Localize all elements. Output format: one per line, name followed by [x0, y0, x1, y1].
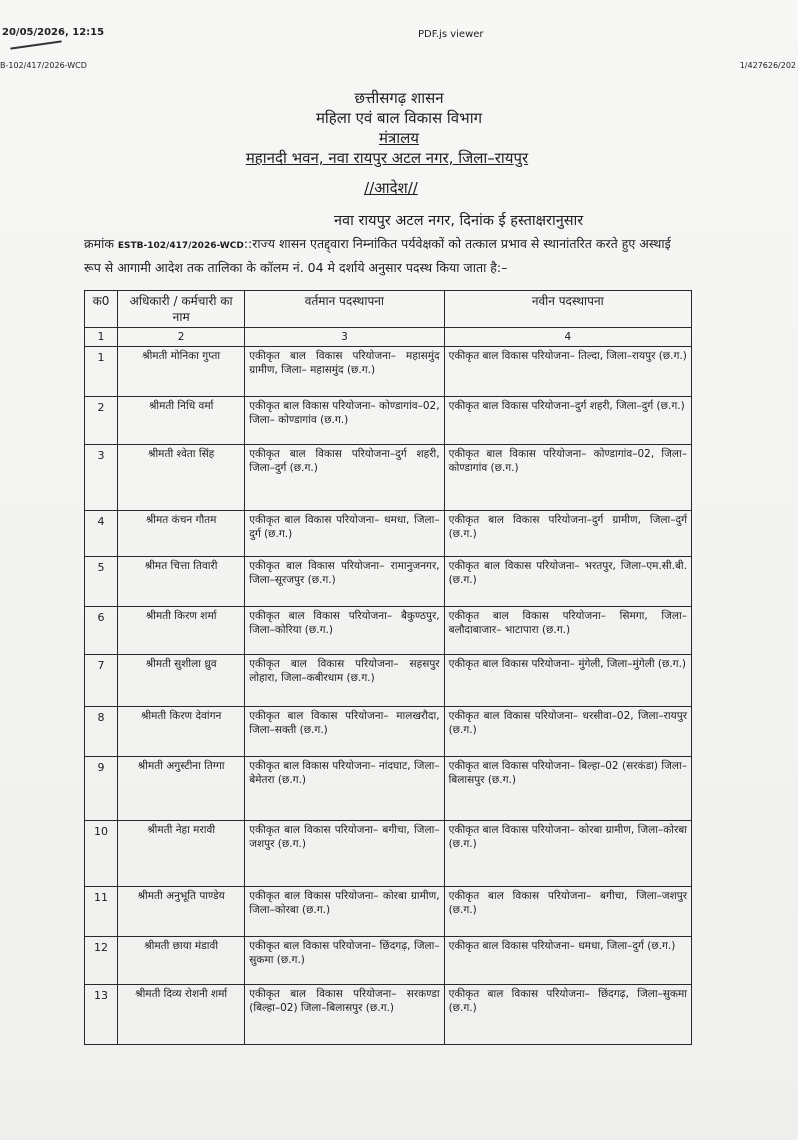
new-posting: एकीकृत बाल विकास परियोजना– कोरबा ग्रामीण, जिला–कोरबा (छ.ग.) — [444, 821, 691, 887]
new-posting: एकीकृत बाल विकास परियोजना– मुंगेली, जिला–मुंगेली (छ.ग.) — [444, 655, 691, 707]
table-row — [85, 985, 692, 1045]
current-posting: एकीकृत बाल विकास परियोजना– बैकुण्ठपुर, जिला–कोरिया (छ.ग.) — [245, 607, 444, 655]
current-posting: एकीकृत बाल विकास परियोजना– रामानुजनगर, जिला–सूरजपुर (छ.ग.) — [245, 557, 444, 607]
table-row — [85, 707, 692, 757]
table-row — [85, 887, 692, 937]
employee-name: श्रीमती सुशीला ध्रुव — [118, 655, 245, 707]
row-serial-number: 6 — [85, 607, 118, 655]
employee-name: श्रीमत कंचन गौतम — [118, 511, 245, 557]
order-intro — [84, 233, 690, 278]
col-number: 2 — [118, 328, 245, 347]
print-timestamp: 20/05/2026, 12:15 — [2, 27, 105, 38]
col-header-current: वर्तमान पदस्थापना — [245, 291, 444, 328]
current-posting: एकीकृत बाल विकास परियोजना– धमधा, जिला–दुर्ग (छ.ग.) — [245, 511, 444, 557]
new-posting: एकीकृत बाल विकास परियोजना– छिंदगढ़, जिला–सुकमा (छ.ग.) — [444, 985, 691, 1045]
new-posting: एकीकृत बाल विकास परियोजना– कोण्डागांव–02, जिला– कोण्डागांव (छ.ग.) — [444, 445, 691, 511]
table-body — [85, 347, 692, 1045]
table-row — [85, 757, 692, 821]
order-title: //आदेश// — [364, 179, 418, 197]
government-name: छत्तीसगढ़ शासन — [354, 89, 444, 107]
transfer-table — [84, 290, 692, 1045]
employee-name: श्रीमती श्वेता सिंह — [118, 445, 245, 511]
file-ref-left: B-102/417/2026-WCD — [0, 61, 87, 70]
table-row — [85, 557, 692, 607]
new-posting: एकीकृत बाल विकास परियोजना–दुर्ग शहरी, जिला–दुर्ग (छ.ग.) — [444, 397, 691, 445]
current-posting: एकीकृत बाल विकास परियोजना– बगीचा, जिला–जशपुर (छ.ग.) — [245, 821, 444, 887]
employee-name: श्रीमती छाया मंडावी — [118, 937, 245, 985]
row-serial-number: 12 — [85, 937, 118, 985]
employee-name: श्रीमत चित्ता तिवारी — [118, 557, 245, 607]
row-serial-number: 3 — [85, 445, 118, 511]
new-posting: एकीकृत बाल विकास परियोजना– धमधा, जिला–दुर्ग (छ.ग.) — [444, 937, 691, 985]
employee-name: श्रीमती निधि वर्मा — [118, 397, 245, 445]
column-number-row — [85, 328, 692, 347]
order-text: ::राज्य शासन एतद्द्वारा निम्नांकित पर्यवेक्षकों को तत्काल प्रभाव से स्थानांतरित करते हुए अस्थाई रूप से आगामी आदेश तक तालिका के कॉलम नं. 04 मे दर्शाये अनुसार पदस्थ किया जाता है:– — [84, 236, 671, 275]
new-posting: एकीकृत बाल विकास परियोजना– तिल्दा, जिला–रायपुर (छ.ग.) — [444, 347, 691, 397]
new-posting: एकीकृत बाल विकास परियोजना– बिल्हा–02 (सरकंडा) जिला–बिलासपुर (छ.ग.) — [444, 757, 691, 821]
row-serial-number: 5 — [85, 557, 118, 607]
employee-name: श्रीमती दिव्य रोशनी शर्मा — [118, 985, 245, 1045]
table-row — [85, 511, 692, 557]
current-posting: एकीकृत बाल विकास परियोजना– सहसपुर लोहारा, जिला–कबीरधाम (छ.ग.) — [245, 655, 444, 707]
col-number: 4 — [444, 328, 691, 347]
table-header-row — [85, 291, 692, 328]
col-number: 3 — [245, 328, 444, 347]
table-row — [85, 655, 692, 707]
new-posting: एकीकृत बाल विकास परियोजना– भरतपुर, जिला–एम.सी.बी. (छ.ग.) — [444, 557, 691, 607]
current-posting: एकीकृत बाल विकास परियोजना– कोण्डागांव–02, जिला– कोण्डागांव (छ.ग.) — [245, 397, 444, 445]
row-serial-number: 8 — [85, 707, 118, 757]
new-posting: एकीकृत बाल विकास परियोजना– धरसीवा–02, जिला–रायपुर (छ.ग.) — [444, 707, 691, 757]
row-serial-number: 2 — [85, 397, 118, 445]
pen-mark — [10, 40, 62, 49]
employee-name: श्रीमती किरण देवांगन — [118, 707, 245, 757]
row-serial-number: 1 — [85, 347, 118, 397]
current-posting: एकीकृत बाल विकास परियोजना–दुर्ग शहरी, जिला–दुर्ग (छ.ग.) — [245, 445, 444, 511]
col-header-serial: क0 — [85, 291, 118, 328]
current-posting: एकीकृत बाल विकास परियोजना– नांदघाट, जिला–बेमेतरा (छ.ग.) — [245, 757, 444, 821]
col-header-name: अधिकारी / कर्मचारी का नाम — [118, 291, 245, 328]
table-row — [85, 397, 692, 445]
row-serial-number: 10 — [85, 821, 118, 887]
employee-name: श्रीमती किरण शर्मा — [118, 607, 245, 655]
order-number: ESTB-102/417/2026-WCD — [117, 241, 244, 251]
table-row — [85, 445, 692, 511]
row-serial-number: 7 — [85, 655, 118, 707]
table-row — [85, 821, 692, 887]
employee-name: श्रीमती अगुस्टीना तिग्गा — [118, 757, 245, 821]
employee-name: श्रीमती मोनिका गुप्ता — [118, 347, 245, 397]
current-posting: एकीकृत बाल विकास परियोजना– महासमुंद ग्रामीण, जिला– महासमुंद (छ.ग.) — [245, 347, 444, 397]
office-name: मंत्रालय — [378, 129, 419, 147]
current-posting: एकीकृत बाल विकास परियोजना– सरकण्डा (बिल्हा–02) जिला–बिलासपुर (छ.ग.) — [245, 985, 444, 1045]
col-number: 1 — [85, 328, 118, 347]
new-posting: एकीकृत बाल विकास परियोजना–दुर्ग ग्रामीण, जिला–दुर्ग (छ.ग.) — [444, 511, 691, 557]
table-row — [85, 607, 692, 655]
row-serial-number: 9 — [85, 757, 118, 821]
employee-name: श्रीमती नेहा मरावी — [118, 821, 245, 887]
file-ref-right: 1/427626/202 — [739, 61, 796, 70]
office-address: महानदी भवन, नवा रायपुर अटल नगर, जिला–रायपुर — [245, 149, 529, 167]
row-serial-number: 13 — [85, 985, 118, 1045]
order-prefix: क्रमांक — [84, 236, 114, 251]
new-posting: एकीकृत बाल विकास परियोजना– सिमगा, जिला– बलौदाबाजार– भाटापारा (छ.ग.) — [444, 607, 691, 655]
current-posting: एकीकृत बाल विकास परियोजना– छिंदगढ़, जिला–सुकमा (छ.ग.) — [245, 937, 444, 985]
row-serial-number: 11 — [85, 887, 118, 937]
current-posting: एकीकृत बाल विकास परियोजना– कोरबा ग्रामीण, जिला–कोरबा (छ.ग.) — [245, 887, 444, 937]
col-header-new: नवीन पदस्थापना — [444, 291, 691, 328]
new-posting: एकीकृत बाल विकास परियोजना– बगीचा, जिला–जशपुर (छ.ग.) — [444, 887, 691, 937]
current-posting: एकीकृत बाल विकास परियोजना– मालखरौदा, जिला–सक्ती (छ.ग.) — [245, 707, 444, 757]
table-row — [85, 937, 692, 985]
employee-name: श्रीमती अनुभूति पाण्डेय — [118, 887, 245, 937]
row-serial-number: 4 — [85, 511, 118, 557]
table-row — [85, 347, 692, 397]
order-dateline: नवा रायपुर अटल नगर, दिनांक ई हस्ताक्षरानुसार — [334, 213, 584, 229]
department-name: महिला एवं बाल विकास विभाग — [315, 109, 483, 127]
viewer-title: PDF.js viewer — [418, 29, 484, 40]
